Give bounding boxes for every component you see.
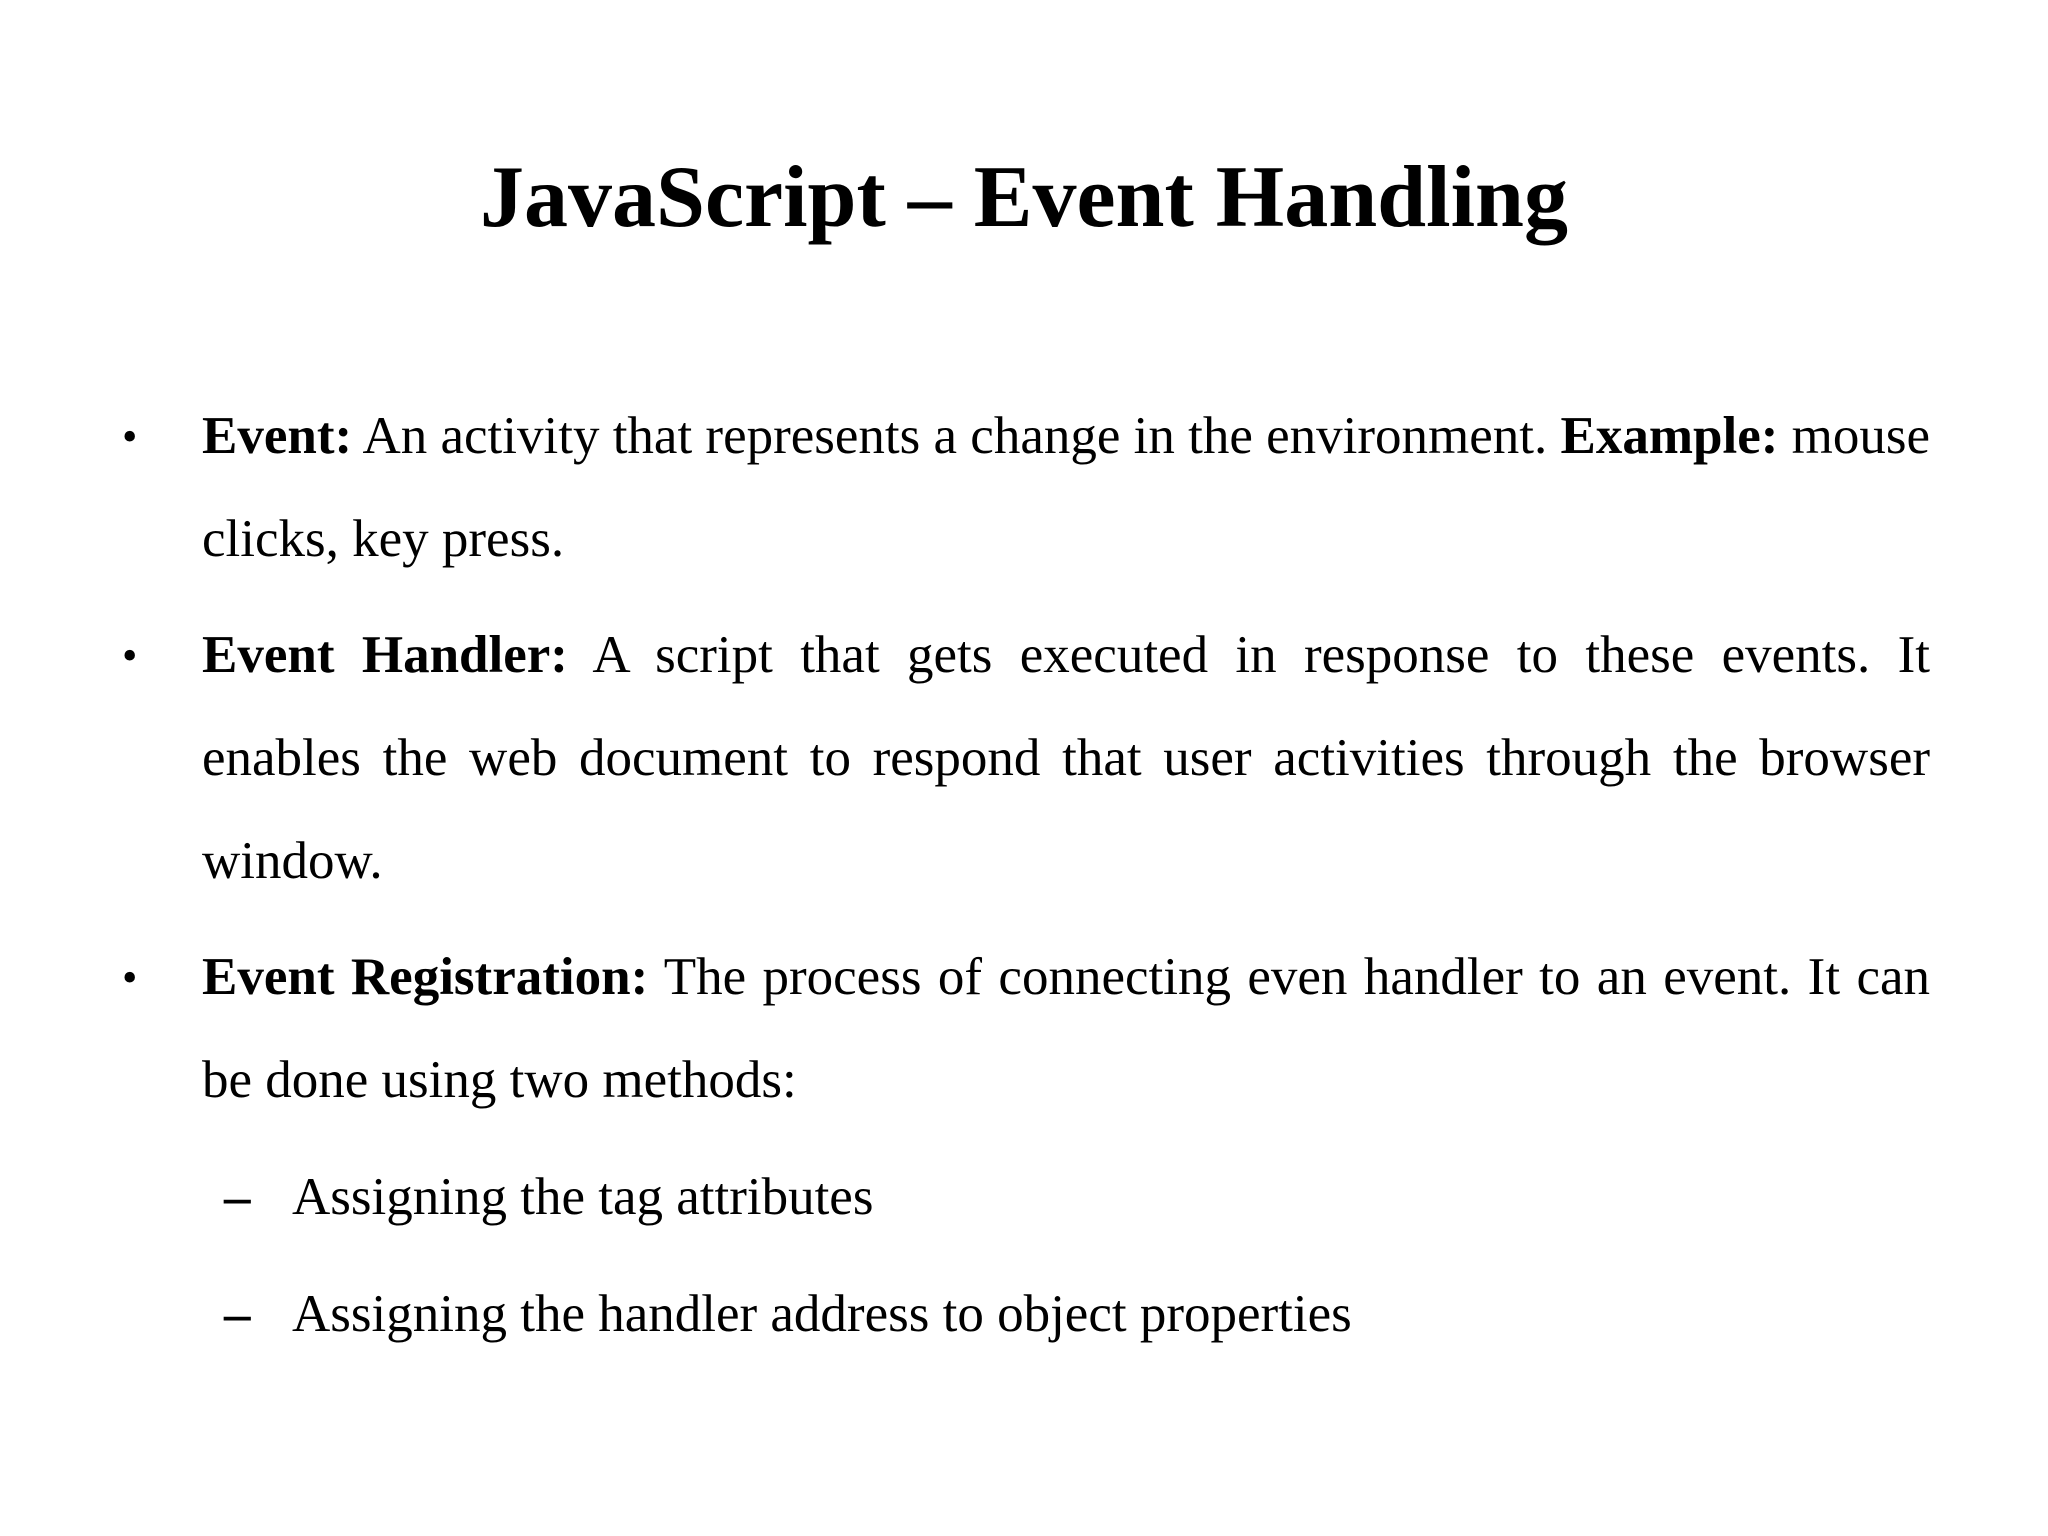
bullet-marker: •	[122, 631, 138, 680]
example-text: mouse clicks, key press.	[202, 407, 1931, 568]
bullet-item-event-registration	[120, 926, 1930, 1132]
term-definition: An activity that represents a change in the environment.	[362, 407, 1548, 465]
term-definition: The process of connecting even handler to an event. It can be done using two methods:	[202, 948, 1931, 1109]
bullet-marker: •	[122, 412, 138, 461]
term-definition: A script that gets executed in response to these events. It enables the web document to respond that user activities through the browser window.	[202, 626, 1930, 890]
term-label: Event:	[202, 407, 353, 465]
sub-item-text: Assigning the handler address to object properties	[292, 1285, 1352, 1343]
bullet-marker: •	[122, 953, 138, 1002]
slide-title: JavaScript – Event Handling	[480, 149, 1568, 246]
term-label: Event Registration:	[202, 948, 649, 1006]
sub-item-tag-attributes	[120, 1146, 1930, 1249]
bullet-item-event	[120, 385, 1930, 591]
example-label: Example:	[1560, 407, 1779, 465]
dash-marker: –	[224, 1168, 251, 1226]
sub-item-object-properties	[120, 1263, 1930, 1366]
dash-marker: –	[224, 1285, 251, 1343]
bullet-list	[120, 385, 1930, 1366]
bullet-item-event-handler	[120, 604, 1930, 913]
term-label: Event Handler:	[202, 626, 568, 684]
sub-item-text: Assigning the tag attributes	[292, 1168, 874, 1226]
